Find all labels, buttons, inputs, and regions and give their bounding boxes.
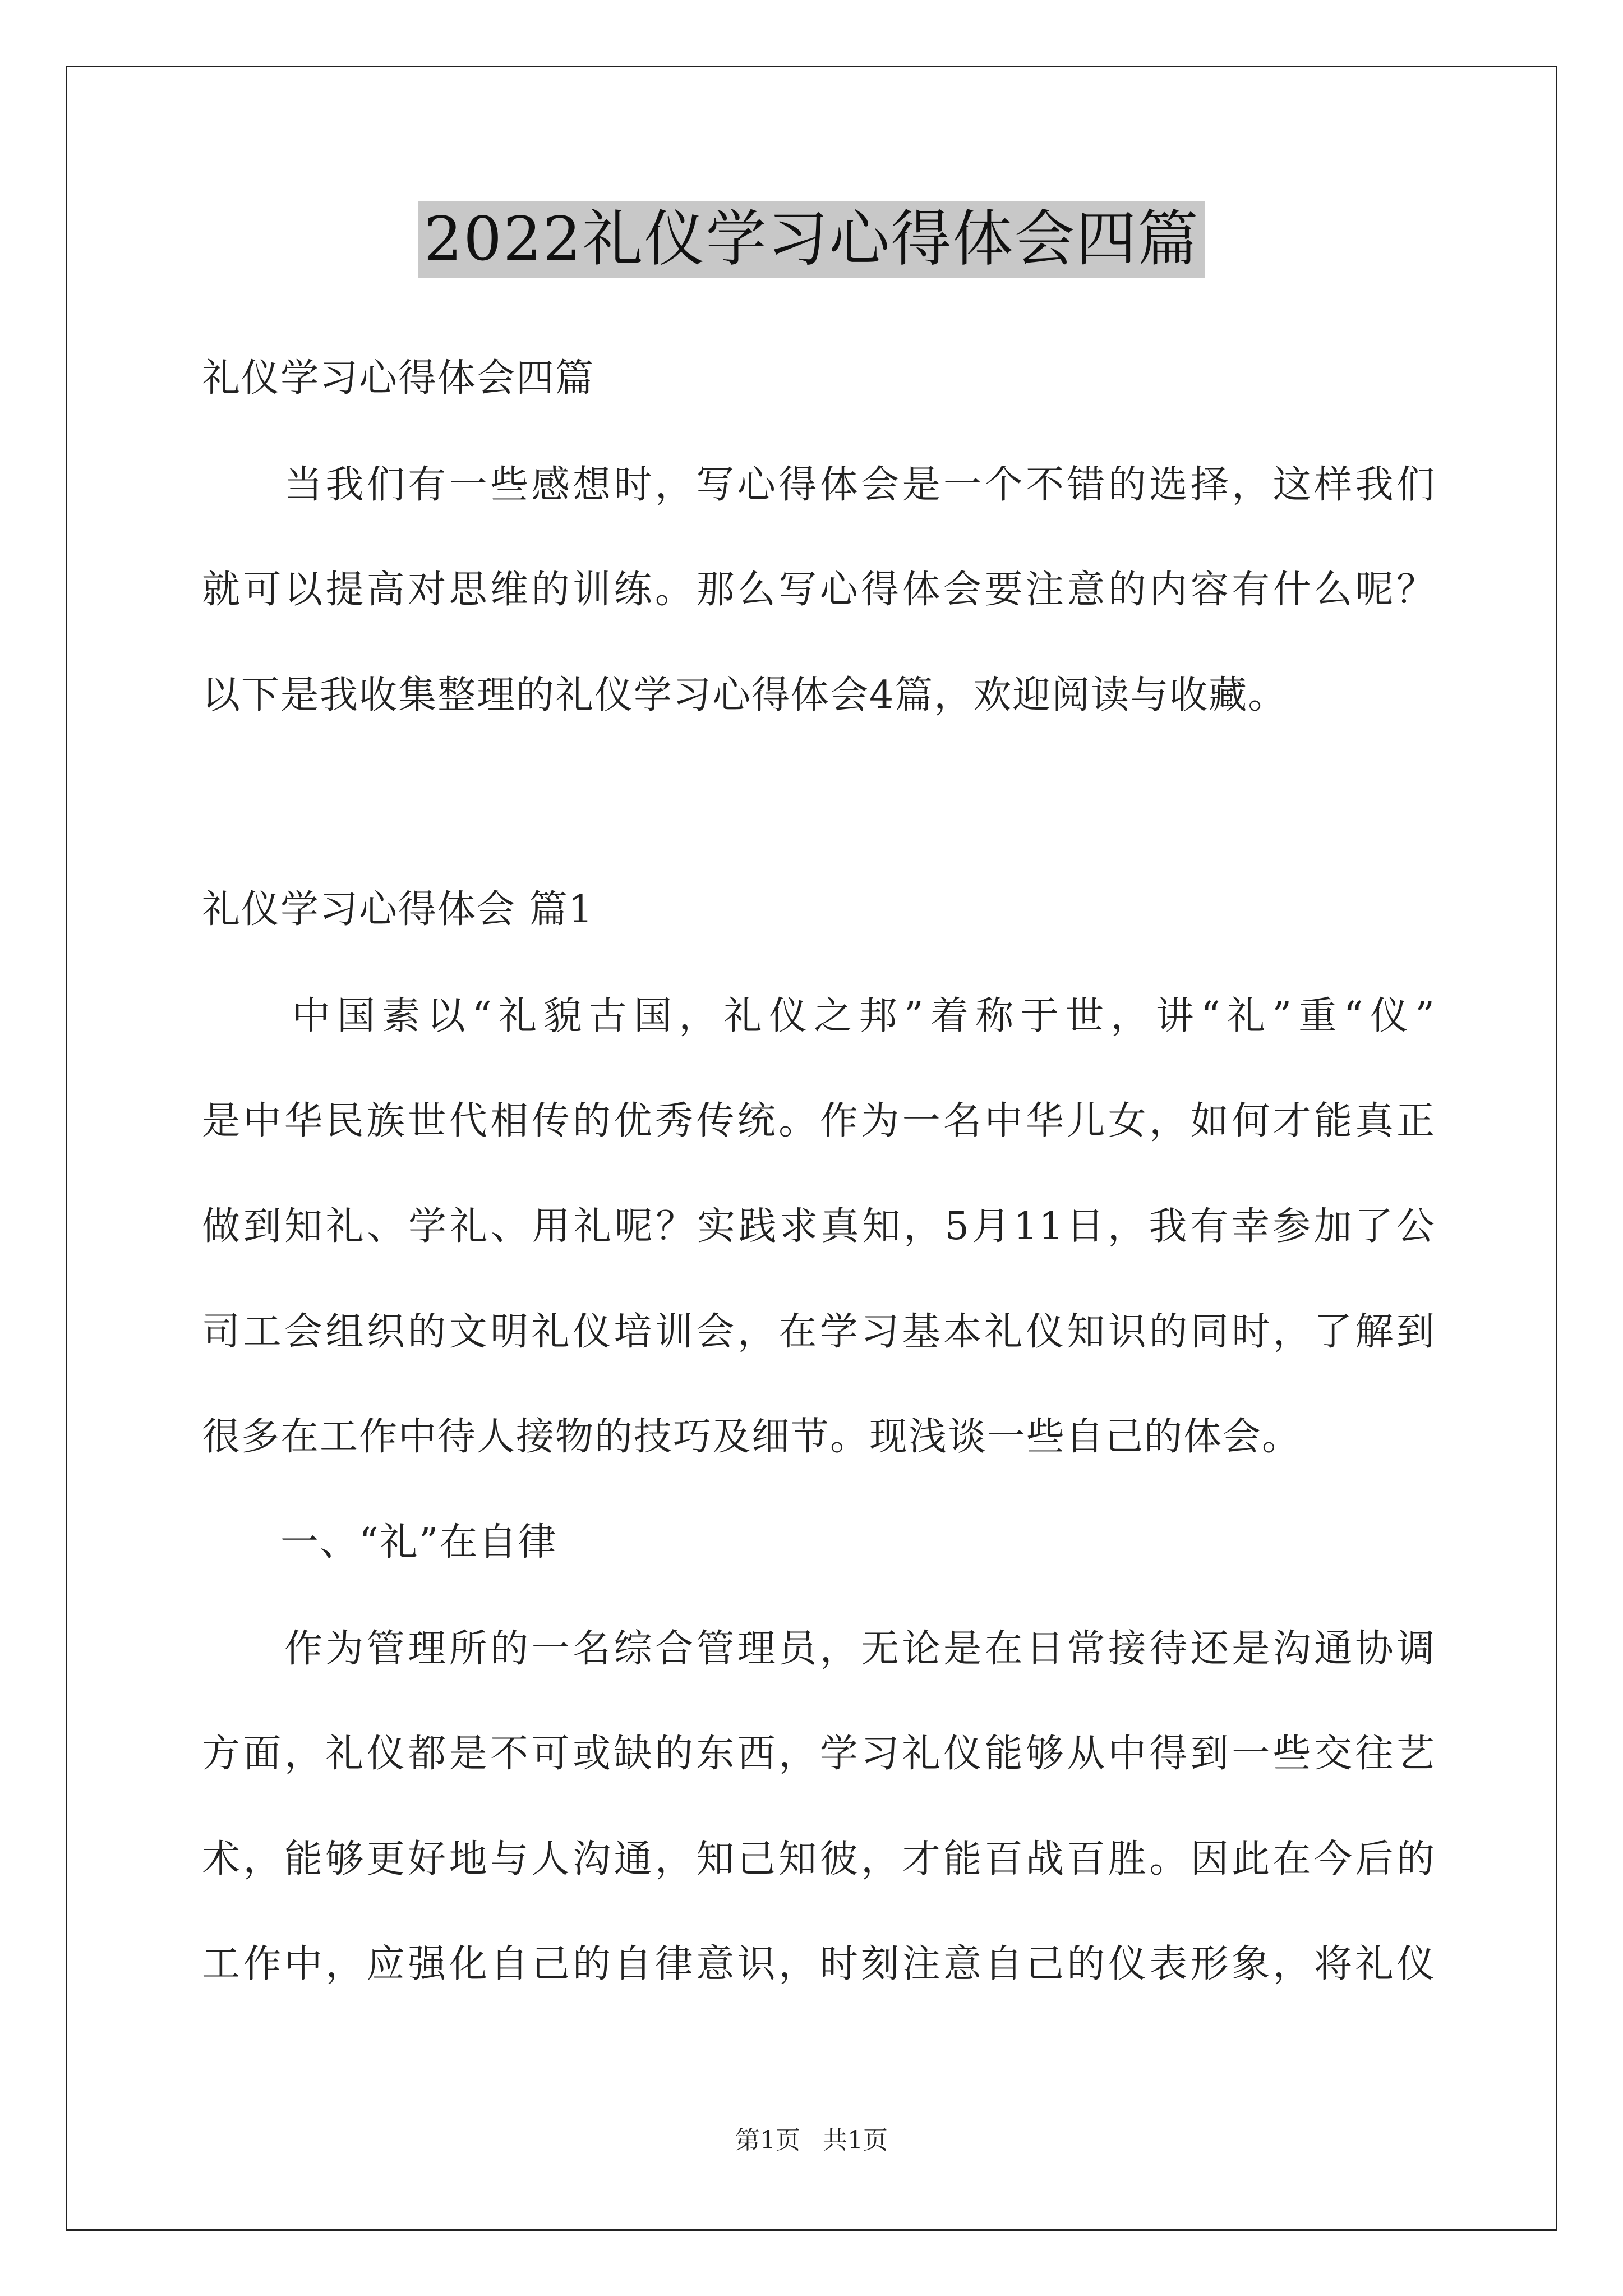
page-number: 第1页 <box>735 2126 800 2155</box>
section-heading: 礼仪学习心得体会 篇1 <box>202 887 594 932</box>
body-line: 司工会组织的文明礼仪培训会，在学习基本礼仪知识的同时，了解到 <box>202 1310 1436 1354</box>
page-total: 共1页 <box>823 2126 888 2155</box>
body-line: 作为管理所的一名综合管理员，无论是在日常接待还是沟通协调 <box>202 1627 1436 1671</box>
document-title: 2022礼仪学习心得体会四篇 <box>418 201 1205 278</box>
intro-line: 当我们有一些感想时，写心得体会是一个不错的选择，这样我们 <box>202 463 1436 507</box>
body-line: 工作中，应强化自己的自律意识，时刻注意自己的仪表形象，将礼仪 <box>202 1942 1436 1986</box>
intro-heading: 礼仪学习心得体会四篇 <box>202 356 595 401</box>
intro-line: 就可以提高对思维的训练。那么写心得体会要注意的内容有什么呢？ <box>202 568 1436 612</box>
body-line: 中国素以“礼貌古国，礼仪之邦”着称于世，讲“礼”重“仪” <box>202 994 1436 1038</box>
body-line: 很多在工作中待人接物的技巧及细节。现浅谈一些自己的体会。 <box>202 1415 1302 1459</box>
subheading: 一、“礼”在自律 <box>202 1520 557 1565</box>
body-line: 做到知礼、学礼、用礼呢？实践求真知，5月11日，我有幸参加了公 <box>202 1204 1436 1249</box>
title-container <box>0 201 1623 278</box>
body-line: 术，能够更好地与人沟通，知己知彼，才能百战百胜。因此在今后的 <box>202 1837 1436 1881</box>
body-line: 是中华民族世代相传的优秀传统。作为一名中华儿女，如何才能真正 <box>202 1099 1436 1143</box>
page-footer <box>0 2125 1623 2156</box>
intro-line: 以下是我收集整理的礼仪学习心得体会4篇，欢迎阅读与收藏。 <box>202 673 1288 717</box>
body-line: 方面，礼仪都是不可或缺的东西，学习礼仪能够从中得到一些交往艺 <box>202 1732 1436 1776</box>
